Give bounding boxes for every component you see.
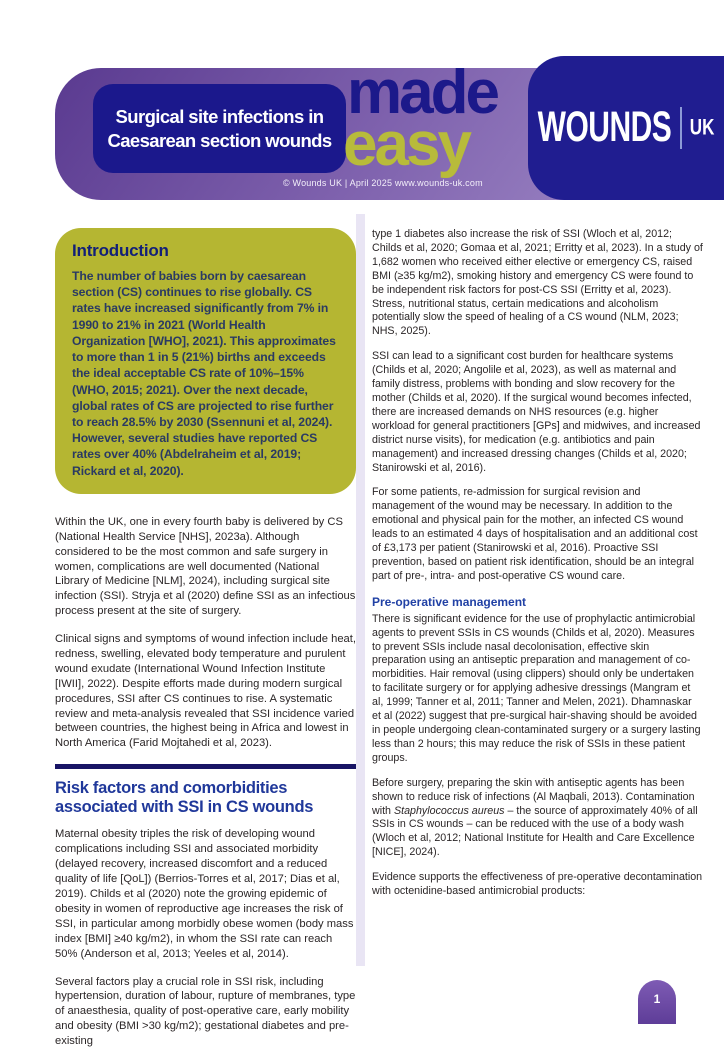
paragraph: SSI can lead to a significant cost burden for healthcare systems (Childs et al, 2020; Angolile et al, 2023), as well as maternal and family distress, problems with bonding and slow recovery for the mother (Childs et al, 2020). If the surgical wound becomes infected, there are increased demands on NHS resources (e.g. higher workload for general practitioners [GPs] and midwives, and increased district nurse visits), for medication (e.g. antibiotics and pain management) and increased dressing changes (Childs et al, 2020; Stanirowski et al, 2016). [372, 350, 701, 474]
paragraph-text: Before surgery, preparing the skin with antiseptic agents has been shown to reduce risk of infections (Al Maqbali, 2013). Contamination with [372, 776, 695, 817]
paragraph: Several factors play a crucial role in SSI risk, including hypertension, duration of labour, rupture of membranes, type of anaesthesia, quality of post-operative care, early mobility and obesity (BMI >30 kg/m2); gestational diabetes and pre-existing [55, 975, 356, 1048]
paragraph-text: – the source of approximately 40% of all SSIs in CS wounds – can be reduced with the use of a body wash (Wloch et al, 2012; National Institute for Health and Care Excellence [NICE], 2024). [372, 804, 698, 859]
paragraph: Evidence supports the effectiveness of pre-operative decontamination with octenidine-based antimicrobial products: [372, 871, 703, 898]
wounds-uk-logo-wounds: WOUNDS [537, 103, 672, 151]
made-easy-logo-made: made [347, 58, 497, 127]
wounds-uk-logo [528, 56, 724, 200]
paragraph: For some patients, re-admission for surgical revision and management of the wound may be necessary. In addition to the emotional and physical pain for the mother, an infected CS wound leads to an estimated 4 days of hospitalisation and an additional cost of £3,173 per patient (Stanirowski et al, 2016). Proactive SSI prevention, based on patient risk identification, should be an integral part of pre-, intra- and post-operative CS wound care. [372, 486, 698, 582]
subheading-preoperative-management: Pre-operative management [372, 594, 527, 609]
copyright-line: © Wounds UK | April 2025 www.wounds-uk.com [283, 178, 483, 188]
introduction-body: The number of babies born by caesarean section (CS) continues to rise globally. CS rates have increased significantly from 7% in 1990 to 21% in 2021 (World Health Organization [WHO], 2021). This approximates to more than 1 in 5 (21%) births and exceeds the ideal acceptable CS rate of 10%–15% (WHO, 2015; 2021). Over the next decade, global rates of CS are projected to rise further to reach 28.5% by 2030 (Ssennuni et al, 2024). However, several studies have reported CS rates over 40% (Abdelraheim et al, 2019; Rickard et al, 2020). [72, 269, 336, 478]
paragraph: Within the UK, one in every fourth baby is delivered by CS (National Health Service [NHS], 2023a). Although considered to be the most common and safe surgery in women, complications are well documented (National Library of Medicine [NLM], 2024), including surgical site infection (SSI). Stryja et al (2020) define SSI as an infectious process present at the site of surgery. [55, 515, 356, 618]
paragraph: Clinical signs and symptoms of wound infection include heat, redness, swelling, elevated body temperature and purulent wound exudate (International Wound Infection Institute [IWII], 2022). Despite efforts made during modern surgical procedures, SSI after CS continues to rise. A systematic review and meta-analysis revealed that SSI incidence varied between countries, the highest being in Africa and lowest in North America (Farid Mojtahedi et al, 2023). [55, 633, 356, 750]
introduction-heading: Introduction [72, 241, 169, 260]
made-easy-logo [343, 58, 497, 180]
publication-title-line2: Caesarean section wounds [107, 129, 332, 151]
introduction-box [55, 228, 356, 494]
page-number: 1 [653, 992, 661, 1006]
wounds-uk-logo-uk: UK [689, 115, 715, 140]
section-divider-rule [55, 764, 356, 769]
column-divider [356, 214, 365, 966]
paragraph: There is significant evidence for the use of prophylactic antimicrobial agents to prevent SSIs in CS wounds (Childs et al, 2020). Measures to prevent SSIs include nasal decolonisation, effective skin preparation using an antiseptic preparation and management of co-morbidities. Hair removal (using clippers) should only be undertaken to facilitate surgery or for applying adhesive dressings (Mangram et al, 1999; Tanner et al, 2011; Tanner and Melen, 2021). Dhamnaskar et al (2022) suggest that pre-surgical hair-shaving should be avoided in people undergoing clean-contaminated surgery or a surgery lasting less than 2 hours; this may reduce the risk of SSIs in these patient groups. [372, 612, 701, 764]
paragraph: Maternal obesity triples the risk of developing wound complications including SSI and associated morbidity (delayed recovery, increased discomfort and a reduced quality of life [QoL]) (Berrios-Torres et al, 2017; Dias et al, 2019). Childs et al (2020) note the growing epidemic of obesity in women of reproductive age increases the risk of SSI, in particular among morbidly obese women (body mass index [BMI] ≥40 kg/m2), in whom the SSI rate can reach 50% (Anderson et al, 2013; Yeeles et al, 2014). [55, 828, 354, 960]
logo-divider [680, 107, 682, 149]
section-heading-risk-factors: Risk factors and comorbidities associated with SSI in CS wounds [55, 779, 314, 816]
paragraph [372, 777, 703, 860]
publication-title-line1: Surgical site infections in [115, 105, 324, 127]
made-easy-logo-easy: easy [343, 110, 469, 180]
publication-title-box [93, 84, 346, 173]
species-name-italic: Staphylococcus aureus [393, 804, 505, 817]
left-column [55, 228, 356, 1062]
paragraph: type 1 diabetes also increase the risk of SSI (Wloch et al, 2012; Childs et al, 2020; Gomaa et al, 2021; Erritty et al, 2023). In a study of 1,682 women who received either elective or emergency CS, raised BMI (≥35 kg/m2), smoking history and emergency CS were found to be independent risk factors for post-CS SSI (Erritty et al, 2023). Stress, nutritional status, certain medications and alcoholism potentially slow the speed of healing of a CS wound (NLM, 2023; NHS, 2025). [372, 228, 703, 338]
right-column [372, 228, 703, 910]
header-banner [55, 58, 724, 200]
page-number-tab [638, 980, 676, 1024]
